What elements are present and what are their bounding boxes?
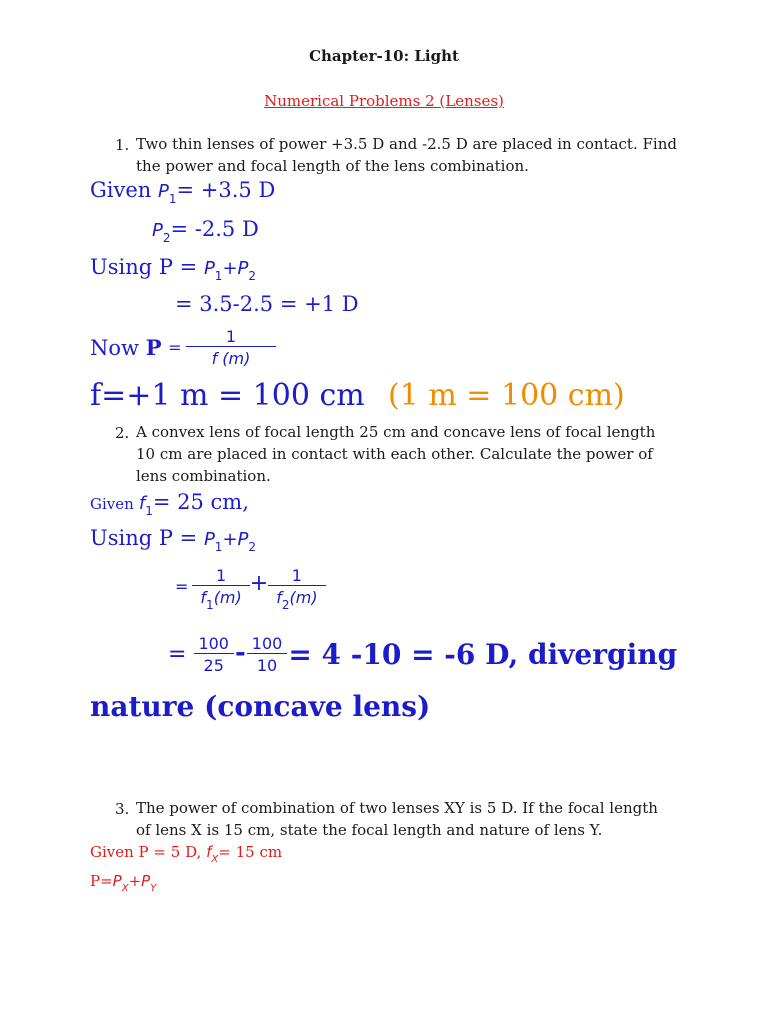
fraction-denominator: 10 [247,653,287,675]
p-symbol: P [158,181,169,202]
fraction-1 [192,566,249,612]
fraction-numerator: 100 [198,634,229,653]
now-label: Now [90,335,139,360]
plus-sign: + [128,872,142,890]
subscript: 1 [206,598,214,612]
q3-given [90,843,283,865]
q1-final-answer: f=+1 m = 100 cm [90,378,365,413]
equals-sign: = [168,338,182,357]
q1-result-power: = 3.5-2.5 = +1 D [175,292,359,316]
given-label: Given P = 5 D, [90,843,202,861]
f-symbol: f [138,493,146,514]
fraction-denominator: 25 [194,653,234,675]
equals-sign: = [175,577,189,596]
q1-given-p2 [152,217,259,245]
given-label: Given [90,495,134,513]
q2-using-formula [90,526,257,554]
subscript: 1 [214,540,223,554]
q2-result-line-2: nature (concave lens) [90,690,431,723]
p-symbol: P [237,258,249,279]
q2-given-f1 [90,490,249,518]
subscript: Y [150,883,157,894]
f-symbol: f [206,843,212,861]
subscript: X [211,854,219,865]
q3-number: 3. [115,800,130,818]
fraction-a [192,634,235,675]
q2-text: A convex lens of focal length 25 cm and concave lens of focal length 10 cm are placed in contact with each other. Calculate the power of lens combination. [136,423,656,485]
fraction-numerator: 1 [215,566,227,585]
f1-value: = 25 cm, [152,490,249,514]
fraction-numerator: 1 [225,327,237,346]
fraction-numerator: 1 [291,566,302,585]
q3-text: The power of combination of two lenses XY is 5 D. If the focal length of lens X is 15 cm, state the focal length and nature of lens Y. [136,799,658,839]
fraction-2 [268,566,325,612]
subscript: 1 [214,269,223,283]
fraction-b [246,634,289,675]
p-equals: P= [90,872,113,890]
p-symbol: P [237,529,249,550]
unit-m: (m) [213,588,242,607]
subscript: 1 [145,504,153,518]
p2-value: = -2.5 D [170,217,259,241]
fraction-denominator [192,585,249,612]
using-label: Using P = [90,526,198,550]
q1-given-p1 [90,178,276,206]
p-symbol: P [112,872,122,890]
q2-result-line-1: = 4 -10 = -6 D, diverging [288,638,678,671]
subscript: 2 [162,231,171,245]
p-symbol: P [141,872,151,890]
unit-m: (m) [289,588,318,607]
f-symbol: f [276,588,282,607]
chapter-title: Chapter-10: Light [309,47,459,65]
subscript: 1 [168,192,177,206]
equals-sign: = [168,642,187,667]
q2-number: 2. [115,424,130,442]
fraction [186,327,277,368]
q1-number: 1. [115,136,130,154]
subscript: 2 [248,269,257,283]
fraction-denominator: f (m) [186,346,277,368]
q1-text: Two thin lenses of power +3.5 D and -2.5 D are placed in contact. Find the power and focal length of the lens combination. [136,135,677,175]
plus-sign: + [249,571,269,596]
q1-using-formula [90,255,257,283]
subscript: 2 [281,598,290,612]
q2-reciprocal-sum [175,566,326,612]
p-symbol: P [203,258,215,279]
fraction-denominator [268,585,325,612]
p-symbol: P [145,335,162,360]
fraction-numerator: 100 [251,634,283,653]
plus-sign: + [222,529,238,550]
q1-now-formula [90,327,276,368]
p-symbol: P [203,529,215,550]
fx-value: = 15 cm [218,843,283,861]
f-symbol: f [200,588,207,607]
subscript: 2 [248,540,257,554]
minus-sign: - [234,637,246,668]
using-label: Using P = [90,255,198,279]
given-label: Given [90,178,152,202]
q3-power-formula [90,872,157,894]
q1-conversion-note: (1 m = 100 cm) [388,378,625,413]
q2-power-calculation [168,634,677,675]
section-title: Numerical Problems 2 (Lenses) [264,92,504,110]
p1-value: = +3.5 D [176,178,276,202]
plus-sign: + [222,258,238,279]
subscript: X [121,883,129,894]
p-symbol: P [152,220,163,241]
